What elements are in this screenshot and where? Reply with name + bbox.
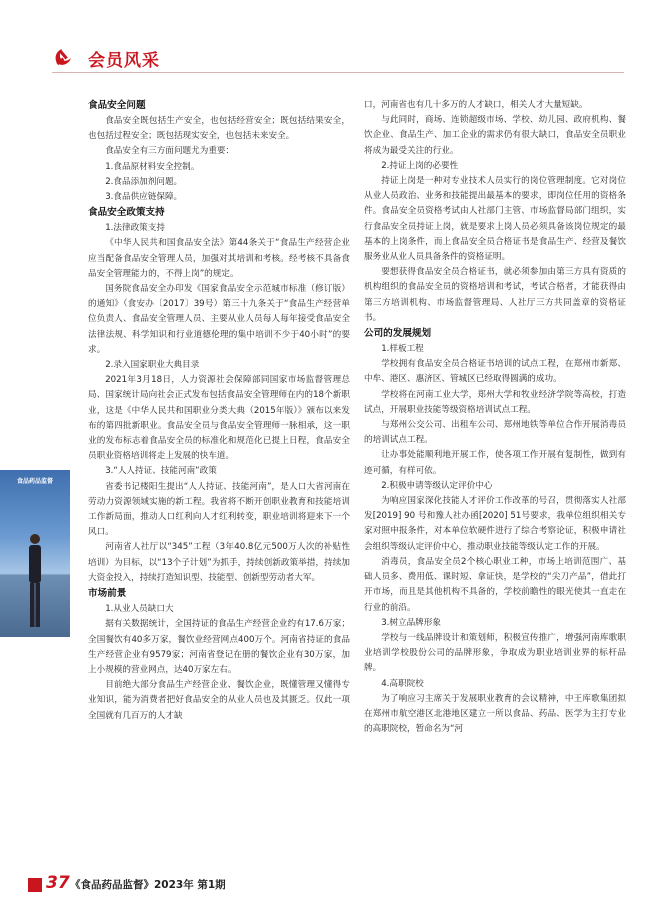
paragraph: 食品安全有三方面问题尤为重要： bbox=[105, 146, 235, 157]
paragraph: 持证上岗是一种对专业技术人员实行的岗位管理制度。它对岗位从业人员政治、业务和技能提出最基本的要求，即岗位任用的资格条件。食品安全员资格考试由人社部门主管、市场监督局部门组织，实行食品安全员持证上岗，就是要求上岗人员必须具备该岗位规定的最基本的上岗条件，而上食品安全员合格证书是食品生产、经营及餐饮服务业从业人员具备条件的资格证明。 bbox=[364, 176, 626, 263]
page-number: 37 bbox=[46, 873, 70, 893]
paragraph: 目前绝大部分食品生产经营企业、餐饮企业，既懂管理又懂得专业知识，能为消费者把好食品安全的从业人员也及其匮乏。仅此一项全国就有几百万的人才缺 bbox=[88, 680, 350, 721]
paragraph: 学校拥有食品安全员合格证书培训的试点工程，在郑州市新郑、中牟、港区、惠济区、管城区已经取得圆满的成功。 bbox=[364, 359, 626, 385]
subheading: 3.“人人持证、技能河南”政策 bbox=[105, 466, 217, 477]
subheading: 2.持证上岗的必要性 bbox=[381, 160, 459, 171]
right-text-column bbox=[364, 98, 626, 737]
subheading: 2.录入国家职业大典目录 bbox=[105, 360, 200, 371]
section-heading: 公司的发展规划 bbox=[364, 328, 432, 340]
member-photo bbox=[0, 470, 70, 637]
journal-issue: 《食品药品监督》2023年 第1期 bbox=[70, 879, 226, 891]
subheading: 1.样板工程 bbox=[381, 344, 424, 355]
subheading: 1.食品原材料安全控制。 bbox=[105, 161, 200, 172]
paragraph: 让办事处能顺利地开展工作，使各项工作开展有复制性，做到有迹可循，有样可依。 bbox=[364, 450, 626, 476]
subheading: 3.食品供应链保障。 bbox=[105, 192, 183, 203]
section-title: 会员风采 bbox=[88, 51, 160, 71]
subheading: 2.积极申请等级认定评价中心 bbox=[381, 480, 493, 491]
header-divider bbox=[52, 72, 624, 73]
paragraph: 为了响应习主席关于发展职业教育的会议精神，中王库歌集团拟在郑州市航空港区北港地区建立一所以食品、药品、医学为主打专业的高职院校，暂命名为“河 bbox=[364, 693, 626, 735]
paragraph: 《中华人民共和国食品安全法》第44条关于“食品生产经营企业应当配备食品安全管理人员，加强对其培训和考核。经考核不具备食品安全管理能力的，不得上岗”的规定。 bbox=[88, 238, 350, 279]
subheading: 1.法律政策支持 bbox=[105, 223, 165, 234]
footer-red-marker bbox=[28, 878, 42, 892]
paragraph: 与此同时，商场、连锁超级市场、学校、幼儿园、政府机构、餐饮企业、食品生产、加工企业的需求仍有很大缺口，食品安全员职业将成为最受关注的行业。 bbox=[364, 115, 626, 156]
paragraph: 消毒员，食品安全员2个核心职业工种，市场上培训范围广、基础人员多、费用低、课时短、拿证快，是学校的“尖刀产品”，借此打开市场，而且是其他机构不具备的，学校前瞻性的眼光使其一直走在行业的前沿。 bbox=[364, 556, 626, 613]
page-header bbox=[0, 0, 657, 90]
left-text-column bbox=[88, 98, 350, 724]
paragraph: 食品安全既包括生产安全，也包括经营安全；既包括结果安全，也包括过程安全；既包括现实安全，也包括未来安全。 bbox=[88, 116, 350, 142]
paragraph: 要想获得食品安全员合格证书，就必须参加由第三方具有资质的机构组织的食品安全员的资格培训和考试，考试合格者，才能获得由第三方培训机构、市场监督管理局、人社厅三方共同盖章的资格证书。 bbox=[364, 267, 626, 323]
photo-caption: 食品药品监督 bbox=[16, 478, 53, 485]
paragraph: 学校与一线品牌设计和策划师，积极宣传推广，增强河南库歌职业培训学校股份公司的品牌形象，争取成为职业培训业界的标杆品牌。 bbox=[364, 632, 626, 674]
paragraph: 国务院食品安全办印发《国家食品安全示范城市标准（修订版）的通知》（食安办〔2017〕39号）第三十九条关于“食品生产经营单位负责人、食品安全管理人员、主要从业人员每人每年接受食品安全法律法规、科学知识和行业道德伦理的集中培训不少于40小时”的要求。 bbox=[88, 284, 350, 355]
page-footer bbox=[0, 872, 657, 902]
paragraph: 省委书记楼阳生提出“人人持证、技能河南”，是人口大省河南在劳动力资源领域实施的新工程。我省将不断开创职业教育和技能培训工作新局面，推动人口红利向人才红利转变，职业培训将迎来下一个风口。 bbox=[88, 481, 350, 538]
subheading: 4.高职院校 bbox=[381, 678, 424, 689]
paragraph: 学校将在河南工业大学，郑州大学和牧业经济学院等高校，打造试点，开展职业技能等级资格培训试点工程。 bbox=[364, 389, 626, 415]
subheading: 1.从业人员缺口大 bbox=[105, 604, 174, 615]
subheading: 3.树立品牌形象 bbox=[381, 617, 441, 628]
section-heading: 市场前景 bbox=[88, 588, 127, 600]
paragraph: 河南省人社厅以“345”工程（3年40.8亿元500万人次的补贴性培训）为目标，以“13个子计划”为抓手，持续创新政策举措，持续加大资金投入，持续打造知识型、技能型、创新型劳动者大军。 bbox=[88, 542, 350, 583]
paragraph: 与郑州公交公司、出租车公司、郑州地铁等单位合作开展消毒员的培训试点工程。 bbox=[364, 420, 626, 446]
paragraph: 为响应国家深化技能人才评价工作改革的号召，贯彻落实人社部发[2019] 90 号和豫人社办函[2020] 51号要求，我单位组织相关专家对照申报条件，对本单位软硬件进行了综合考察论证，积极申请社会组织等级认定评价中心，推动职业技能等级认定工作的开展。 bbox=[364, 496, 626, 552]
paragraph: 据有关数据统计，全国持证的食品生产经营企业约有17.6万家；全国餐饮有40多万家，餐饮业经营网点400万个。河南省持证的食品生产经营企业有9579家；河南省登记在册的餐饮企业有30万家，加上小规模的营业网点，达40万家左右。 bbox=[88, 619, 350, 675]
paragraph: 2021年3月18日，人力资源社会保障部同国家市场监督管理总局、国家统计局向社会正式发布包括食品安全管理师在内的18个新职业，这是《中华人民共和国职业分类大典（2015年版）》颁布以来发布的第四批新职业。食品安全员与食品安全管理师一脉相承，这一职业的发布标志着食品安全员的标准化和规范化已提上日程，食品安全员职业资格培训将走上发展的快车道。 bbox=[88, 375, 350, 462]
hammer-sickle-icon bbox=[52, 46, 74, 68]
section-heading: 食品安全政策支持 bbox=[88, 207, 165, 219]
subheading: 2.食品添加剂问题。 bbox=[105, 176, 183, 187]
person-figure-icon bbox=[26, 532, 44, 630]
section-heading: 食品安全问题 bbox=[88, 100, 146, 111]
paragraph: 口，河南省也有几十多万的人才缺口，相关人才大量短缺。 bbox=[364, 100, 588, 110]
